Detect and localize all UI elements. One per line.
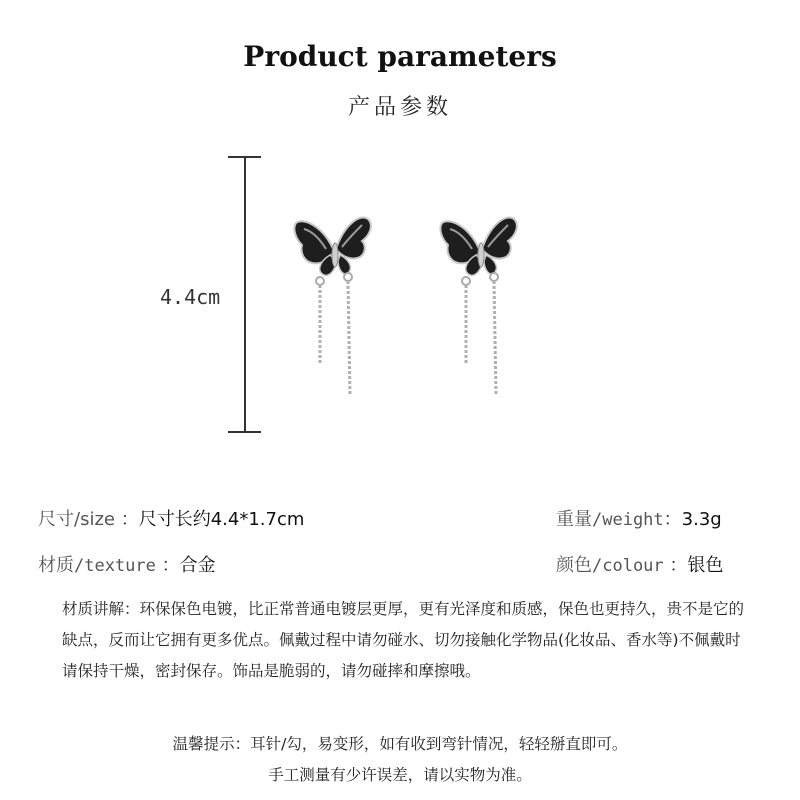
spec-size-separator: ： — [120, 509, 139, 530]
spec-texture-value: 合金 — [179, 555, 216, 576]
page-title: Product parameters — [243, 40, 557, 73]
spec-weight-label-cn: 重量 — [556, 509, 592, 530]
spec-weight-label-en: /weight — [592, 510, 664, 530]
spec-colour — [556, 551, 723, 577]
measurement-note: 手工测量有少许误差，请以实物为准。 — [268, 766, 532, 784]
spec-texture — [38, 551, 216, 577]
spec-colour-separator: ： — [669, 555, 688, 576]
spec-size — [38, 505, 304, 531]
spec-weight — [556, 505, 722, 531]
spec-texture-label-cn: 材质 — [38, 555, 74, 576]
dimension-label: 4.4cm — [160, 285, 221, 309]
spec-size-value: 尺寸长约4.4*1.7cm — [138, 509, 305, 530]
dimension-line — [244, 157, 246, 432]
spec-colour-value: 银色 — [687, 555, 724, 576]
spec-weight-value: 3.3g — [681, 509, 722, 530]
spec-size-label-cn: 尺寸 — [38, 509, 74, 530]
spec-texture-label-en: /texture — [74, 556, 156, 576]
dimension-cap-bottom — [228, 431, 261, 433]
butterfly-earrings-image — [290, 215, 540, 405]
page-subtitle: 产品参数 — [347, 95, 452, 120]
spec-colour-label-en: /colour — [592, 556, 664, 576]
material-description: 材质讲解：环保保色电镀，比正常普通电镀层更厚，更有光泽度和质感，保色也更持久，贵不是它的缺点，反而让它拥有更多优点。佩戴过程中请勿碰水、切勿接触化学物品(化妆品、香水等)不佩戴时请保持干燥，密封保存。饰品是脆弱的，请勿碰摔和摩擦哦。 — [62, 600, 745, 680]
spec-texture-separator: ： — [161, 555, 180, 576]
care-tip: 温馨提示：耳针/勾，易变形，如有收到弯针情况，轻轻掰直即可。 — [172, 735, 628, 753]
spec-colour-label-cn: 颜色 — [556, 555, 592, 576]
spec-weight-separator: ： — [663, 509, 682, 530]
spec-size-label-en: /size — [74, 509, 115, 530]
